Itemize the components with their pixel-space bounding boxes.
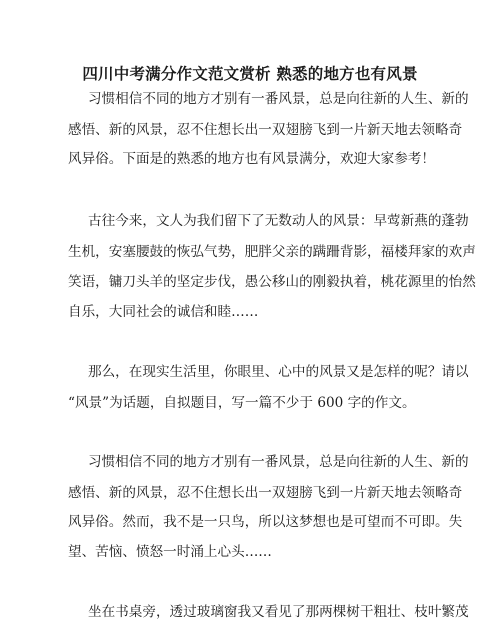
paragraph-1-line-1: 习惯相信不同的地方才别有一番风景，总是向往新的人生、新的 (88, 91, 469, 107)
paragraph-1-line-3: 风异俗。下面是的熟悉的地方也有风景满分，欢迎大家参考！ (68, 151, 436, 167)
paragraph-4-line-2: 感悟、新的风景，忍不住想长出一双翅膀飞到一片新天地去领略奇 (68, 485, 463, 501)
paragraph-4-line-3: 风异俗。然而，我不是一只鸟，所以这梦想也是可望而不可即。失 (68, 514, 463, 530)
paragraph-2-line-4: 自乐，大同社会的诚信和睦…… (68, 304, 259, 320)
paragraph-4-line-4: 望、苦恼、愤怒一时涌上心头…… (68, 544, 272, 560)
paragraph-2-line-2: 生机，安塞腰鼓的恢弘气势，肥胖父亲的蹒跚背影，福楼拜家的欢声 (68, 244, 476, 260)
document-title: 四川中考满分作文范文赏析 熟悉的地方也有风景 (82, 64, 418, 83)
paragraph-2-line-3: 笑语，镛刀头羊的坚定步伐，愚公移山的刚毅执着，桃花源里的怡然 (68, 274, 476, 290)
paragraph-3-line-1: 那么，在现实生活里，你眼里、心中的风景又是怎样的呢？请以 (88, 364, 469, 380)
paragraph-3-line-2: “风景”为话题，自拟题目，写一篇不少于 600 字的作文。 (68, 395, 416, 411)
paragraph-2-line-1: 古往今来，文人为我们留下了无数动人的风景：早莺新燕的蓬勃 (88, 213, 469, 229)
paragraph-4-line-1: 习惯相信不同的地方才别有一番风景，总是向往新的人生、新的 (88, 454, 469, 470)
paragraph-5-line-1: 坐在书桌旁，透过玻璃窗我又看见了那两棵树干粗壮、枝叶繁茂 (88, 604, 469, 620)
paragraph-1-line-2: 感悟、新的风景，忍不住想长出一双翅膀飞到一片新天地去领略奇 (68, 122, 463, 138)
